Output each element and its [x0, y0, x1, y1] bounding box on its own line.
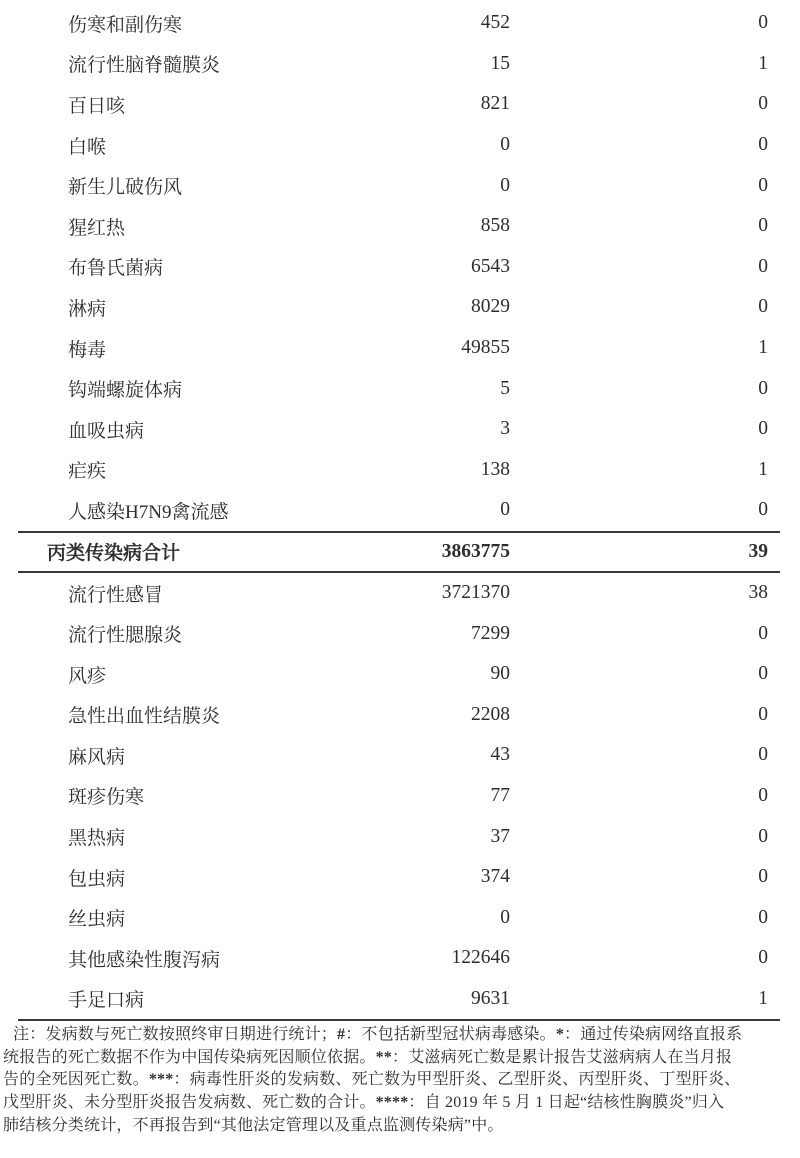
table-row: [0, 490, 800, 531]
deaths-cell: 0: [758, 825, 768, 847]
disease-name-cell: 斑疹伤寒: [68, 787, 145, 809]
deaths-cell: 39: [748, 540, 768, 562]
cases-cell: 5: [500, 377, 510, 399]
deaths-cell: 0: [758, 784, 768, 806]
cases-cell: 452: [480, 12, 510, 34]
table-row: [0, 979, 800, 1020]
deaths-cell: 0: [758, 174, 768, 196]
deaths-cell: 0: [758, 215, 768, 237]
disease-name-cell: 钩端螺旋体病: [68, 380, 183, 402]
footnote-line: [3, 1047, 796, 1070]
cases-cell: 821: [480, 93, 510, 115]
footnote-text: 注：发病数与死亡数按照终审日期进行统计；: [13, 1026, 338, 1044]
cases-cell: 374: [480, 866, 510, 888]
footnote-text: 统报告的死亡数据不作为中国传染病死因顺位依据。: [3, 1048, 376, 1066]
deaths-cell: 0: [758, 703, 768, 725]
disease-name-cell: 黑热病: [68, 828, 126, 850]
disease-name-cell: 梅毒: [68, 339, 107, 361]
cases-cell: 8029: [471, 296, 510, 318]
table-row-total: [0, 533, 800, 571]
table-row: [0, 84, 800, 125]
cases-cell: 49855: [461, 337, 510, 359]
table-row: [0, 44, 800, 85]
cases-cell: 7299: [471, 622, 510, 644]
table-row: [0, 857, 800, 898]
cases-cell: 3721370: [441, 582, 510, 604]
deaths-cell: 0: [758, 622, 768, 644]
disease-name-cell: 血吸虫病: [68, 420, 145, 442]
deaths-cell: 0: [758, 866, 768, 888]
deaths-cell: 0: [758, 377, 768, 399]
cases-cell: 37: [490, 825, 510, 847]
footnote-text: 肺结核分类统计，不再报告到“其他法定管理以及重点监测传染病”中。: [3, 1116, 504, 1134]
deaths-cell: 1: [758, 52, 768, 74]
cases-cell: 3863775: [441, 540, 510, 562]
footnote-marker: ***: [148, 1071, 174, 1089]
cases-cell: 9631: [471, 987, 510, 1009]
deaths-cell: 0: [758, 906, 768, 928]
disease-name-cell: 手足口病: [68, 990, 145, 1012]
disease-name-cell: 丙类传染病合计: [47, 543, 181, 565]
footnote-marker: #: [337, 1026, 346, 1044]
footnote: [0, 1024, 800, 1137]
cases-cell: 0: [500, 134, 510, 156]
footnote-text: ：自 2019 年 5 月 1 日起“结核性胸膜炎”归入: [408, 1094, 725, 1112]
footnote-marker: **: [375, 1048, 393, 1066]
table-row: [0, 613, 800, 654]
disease-name-cell: 疟疾: [68, 461, 107, 483]
deaths-cell: 0: [758, 744, 768, 766]
cases-cell: 0: [500, 906, 510, 928]
deaths-cell: 38: [748, 582, 768, 604]
disease-name-cell: 百日咳: [68, 95, 126, 117]
footnote-line: [3, 1024, 796, 1047]
footnote-line: [3, 1115, 796, 1138]
table-row: [0, 409, 800, 450]
disease-name-cell: 急性出血性结膜炎: [68, 706, 221, 728]
cases-cell: 0: [500, 499, 510, 521]
deaths-cell: 0: [758, 947, 768, 969]
disease-name-cell: 丝虫病: [68, 909, 126, 931]
disease-name-cell: 包虫病: [68, 868, 126, 890]
disease-name-cell: 白喉: [68, 136, 107, 158]
footnote-marker: *: [555, 1026, 565, 1044]
disease-name-cell: 其他感染性腹泻病: [68, 949, 221, 971]
table-row: [0, 287, 800, 328]
table-row: [0, 735, 800, 776]
disease-name-cell: 淋病: [68, 298, 107, 320]
disease-name-cell: 新生儿破伤风: [68, 177, 183, 199]
table-row: [0, 897, 800, 938]
table-row: [0, 654, 800, 695]
footnote-text: ：病毒性肝炎的发病数、死亡数为甲型肝炎、乙型肝炎、丙型肝炎、丁型肝炎、: [173, 1071, 741, 1089]
cases-cell: 3: [500, 418, 510, 440]
cases-cell: 858: [480, 215, 510, 237]
footnote-text: ：艾滋病死亡数是累计报告艾滋病病人在当月报: [392, 1048, 733, 1066]
table-row: [0, 125, 800, 166]
cases-cell: 6543: [471, 255, 510, 277]
deaths-cell: 0: [758, 255, 768, 277]
table-row: [0, 206, 800, 247]
deaths-cell: 0: [758, 663, 768, 685]
cases-cell: 77: [490, 784, 510, 806]
table-row: [0, 776, 800, 817]
cases-cell: 122646: [451, 947, 510, 969]
divider: [18, 1019, 780, 1021]
footnote-marker: ****: [375, 1094, 409, 1112]
deaths-cell: 1: [758, 987, 768, 1009]
deaths-cell: 0: [758, 418, 768, 440]
disease-name-cell: 布鲁氏菌病: [68, 258, 164, 280]
table-row: [0, 573, 800, 614]
disease-name-cell: 伤寒和副伤寒: [68, 14, 183, 36]
deaths-cell: 1: [758, 337, 768, 359]
deaths-cell: 1: [758, 458, 768, 480]
table-row: [0, 816, 800, 857]
cases-cell: 0: [500, 174, 510, 196]
deaths-cell: 0: [758, 499, 768, 521]
disease-name-cell: 麻风病: [68, 746, 126, 768]
disease-name-cell: 人感染H7N9禽流感: [68, 501, 229, 523]
cases-cell: 2208: [471, 703, 510, 725]
deaths-cell: 0: [758, 93, 768, 115]
footnote-text: ：通过传染病网络直报系: [564, 1026, 743, 1044]
footnote-text: 告的全死因死亡数。: [3, 1071, 149, 1089]
deaths-cell: 0: [758, 134, 768, 156]
footnote-text: ：不包括新型冠状病毒感染。: [345, 1026, 556, 1044]
cases-cell: 90: [490, 663, 510, 685]
footnote-text: 戊型肝炎、未分型肝炎报告发病数、死亡数的合计。: [3, 1094, 376, 1112]
cases-cell: 43: [490, 744, 510, 766]
table-row: [0, 247, 800, 288]
table-row: [0, 165, 800, 206]
table-row: [0, 450, 800, 491]
table-row: [0, 695, 800, 736]
disease-name-cell: 流行性脑脊髓膜炎: [68, 55, 221, 77]
disease-name-cell: 风疹: [68, 665, 107, 687]
footnote-line: [3, 1092, 796, 1115]
table-row: [0, 938, 800, 979]
disease-name-cell: 猩红热: [68, 217, 126, 239]
cases-cell: 15: [490, 52, 510, 74]
disease-name-cell: 流行性感冒: [68, 584, 164, 606]
cases-cell: 138: [480, 458, 510, 480]
table-row: [0, 3, 800, 44]
deaths-cell: 0: [758, 296, 768, 318]
deaths-cell: 0: [758, 12, 768, 34]
table-row: [0, 328, 800, 369]
footnote-line: [3, 1069, 796, 1092]
table-row: [0, 368, 800, 409]
disease-name-cell: 流行性腮腺炎: [68, 625, 183, 647]
